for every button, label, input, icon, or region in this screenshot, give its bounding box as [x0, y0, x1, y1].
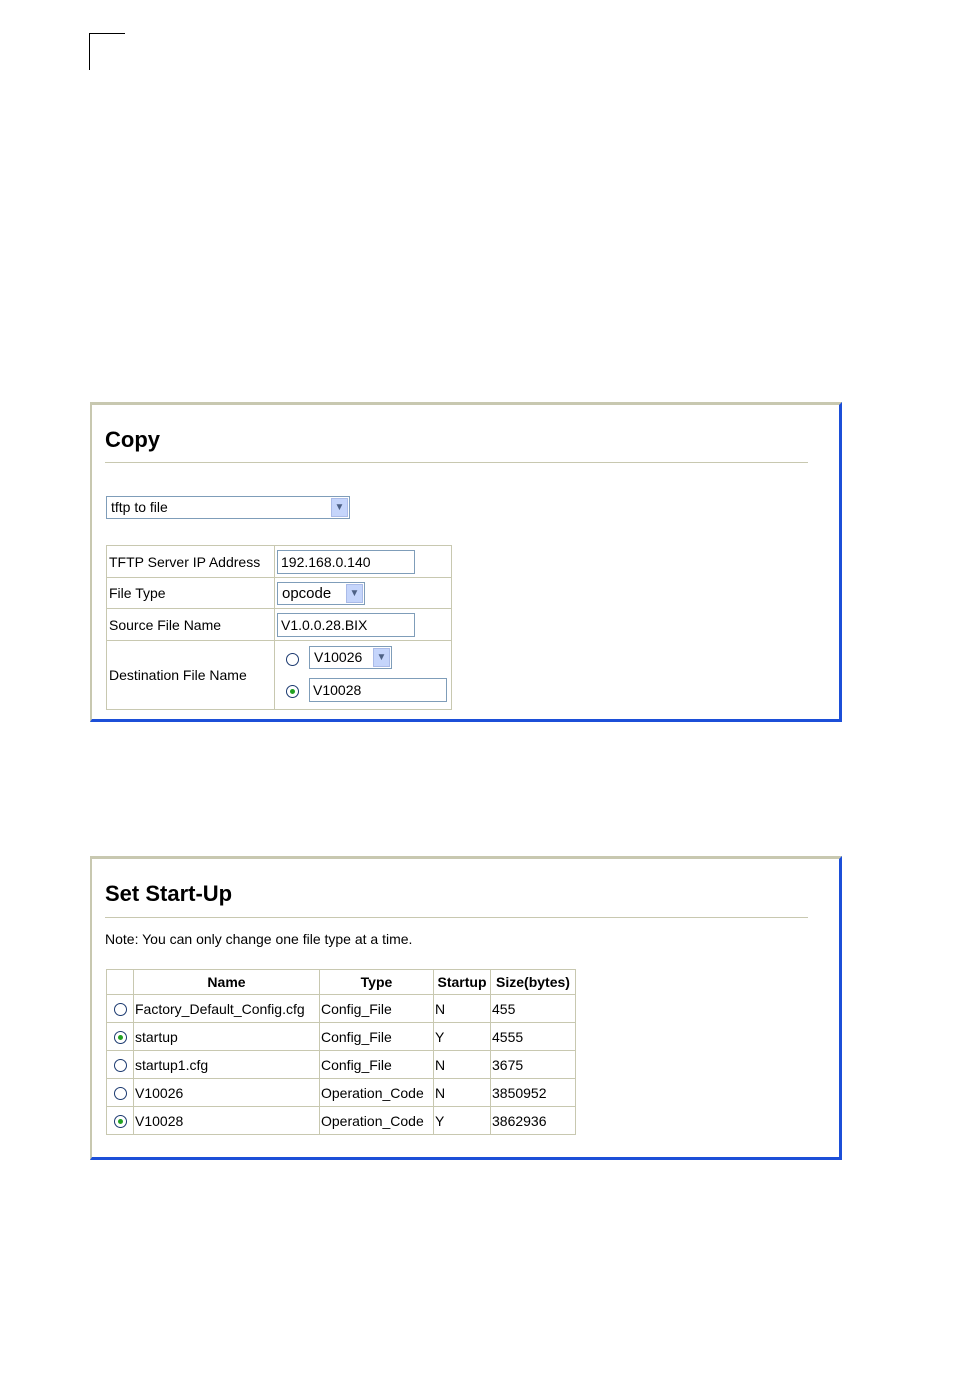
file-name: startup — [134, 1023, 320, 1051]
table-header-row — [107, 970, 576, 995]
chevron-down-icon[interactable]: ▼ — [331, 498, 348, 517]
row-select-cell — [107, 1051, 134, 1079]
row-select-cell — [107, 1023, 134, 1051]
dest-new-input[interactable]: V10028 — [309, 678, 447, 702]
file-startup: N — [434, 995, 491, 1023]
startup-panel — [90, 856, 842, 1160]
tftp-server-input[interactable]: 192.168.0.140 — [277, 550, 415, 574]
file-name: V10028 — [134, 1107, 320, 1135]
dest-existing-value: V10026 — [314, 649, 363, 665]
copy-panel — [90, 402, 842, 722]
table-row — [107, 1107, 576, 1135]
file-type-cell — [275, 578, 452, 609]
copy-form-table — [106, 545, 452, 710]
source-file-label: Source File Name — [107, 609, 275, 641]
table-row — [107, 1023, 576, 1051]
row-radio[interactable] — [114, 1031, 127, 1044]
file-size: 3862936 — [491, 1107, 576, 1135]
crop-mark — [89, 33, 125, 70]
file-startup: N — [434, 1051, 491, 1079]
row-radio[interactable] — [114, 1115, 127, 1128]
title-divider — [105, 462, 808, 463]
file-type: Config_File — [320, 1023, 434, 1051]
file-size: 455 — [491, 995, 576, 1023]
file-name: V10026 — [134, 1079, 320, 1107]
dest-file-label: Destination File Name — [107, 641, 275, 710]
row-select-cell — [107, 995, 134, 1023]
file-startup: N — [434, 1079, 491, 1107]
column-header-select — [107, 970, 134, 995]
file-startup: Y — [434, 1107, 491, 1135]
startup-note: Note: You can only change one file type at a time. — [105, 931, 413, 947]
file-type-select[interactable] — [277, 582, 365, 605]
column-header-size: Size(bytes) — [491, 970, 576, 995]
dest-file-cell — [275, 641, 452, 710]
file-size: 3675 — [491, 1051, 576, 1079]
file-name: Factory_Default_Config.cfg — [134, 995, 320, 1023]
title-divider — [105, 917, 808, 918]
file-size: 4555 — [491, 1023, 576, 1051]
chevron-down-icon[interactable]: ▼ — [346, 584, 363, 603]
table-row — [107, 1051, 576, 1079]
tftp-server-cell — [275, 546, 452, 578]
table-row — [107, 995, 576, 1023]
file-type-label: File Type — [107, 578, 275, 609]
file-type: Operation_Code — [320, 1107, 434, 1135]
copy-mode-select[interactable] — [106, 496, 350, 519]
tftp-server-label: TFTP Server IP Address — [107, 546, 275, 578]
row-radio[interactable] — [114, 1003, 127, 1016]
dest-existing-select[interactable] — [309, 646, 392, 669]
table-row — [107, 1079, 576, 1107]
chevron-down-icon[interactable]: ▼ — [373, 648, 390, 667]
column-header-type: Type — [320, 970, 434, 995]
file-type: Config_File — [320, 995, 434, 1023]
column-header-startup: Startup — [434, 970, 491, 995]
copy-title: Copy — [105, 427, 160, 452]
dest-new-radio[interactable] — [286, 685, 299, 698]
startup-title: Set Start-Up — [105, 881, 233, 906]
source-file-input[interactable]: V1.0.0.28.BIX — [277, 613, 415, 637]
row-radio[interactable] — [114, 1059, 127, 1072]
startup-files-table — [106, 969, 576, 1135]
row-select-cell — [107, 1107, 134, 1135]
row-radio[interactable] — [114, 1087, 127, 1100]
file-type: Config_File — [320, 1051, 434, 1079]
source-file-cell — [275, 609, 452, 641]
column-header-name: Name — [134, 970, 320, 995]
file-type: Operation_Code — [320, 1079, 434, 1107]
file-startup: Y — [434, 1023, 491, 1051]
file-name: startup1.cfg — [134, 1051, 320, 1079]
copy-mode-value: tftp to file — [111, 499, 168, 515]
dest-existing-radio[interactable] — [286, 653, 299, 666]
file-type-value: opcode — [282, 584, 332, 602]
file-size: 3850952 — [491, 1079, 576, 1107]
row-select-cell — [107, 1079, 134, 1107]
